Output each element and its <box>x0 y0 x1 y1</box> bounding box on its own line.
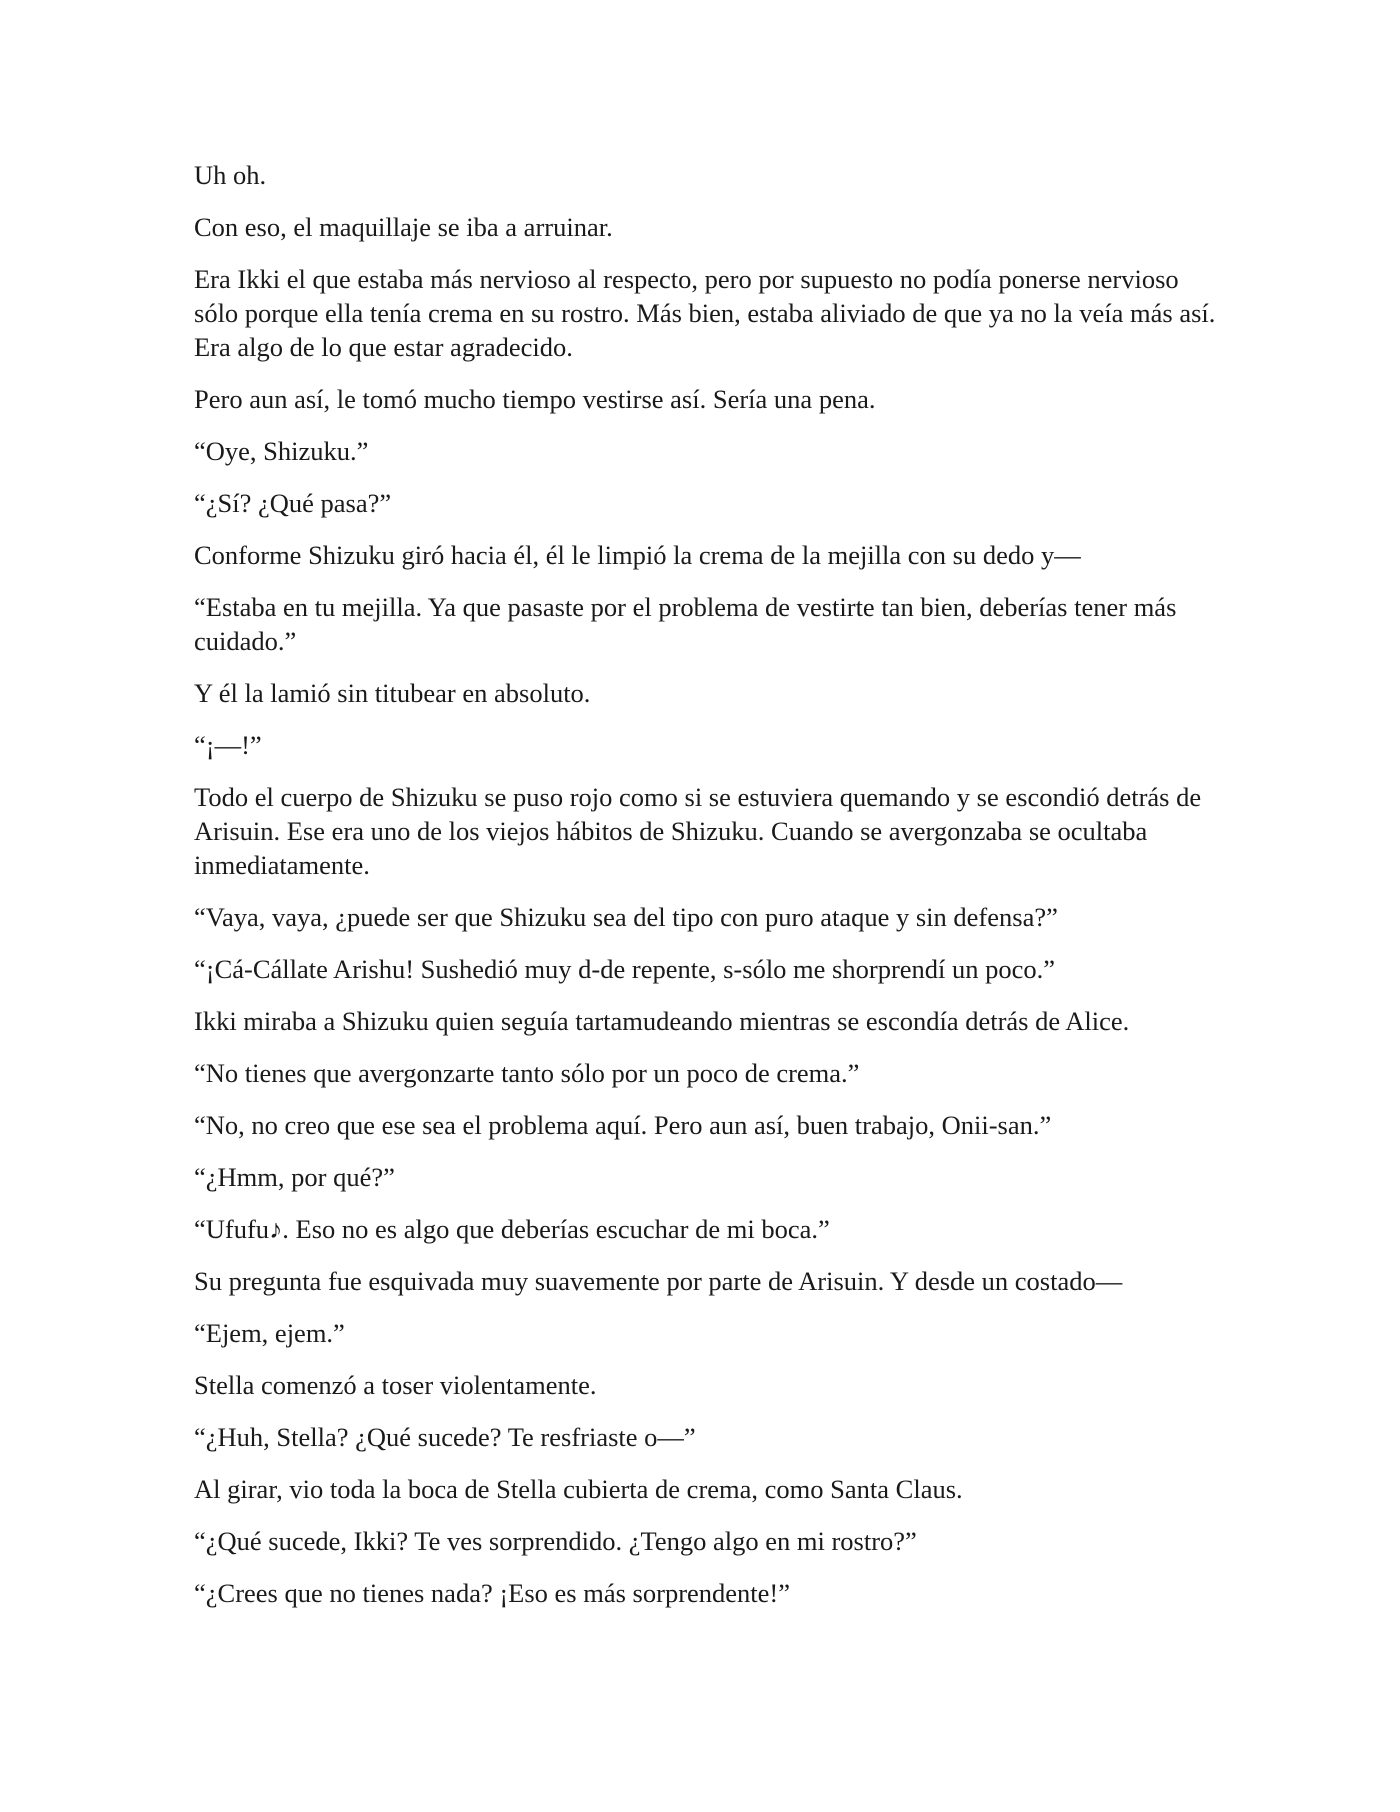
dialogue-line: “¿Huh, Stella? ¿Qué sucede? Te resfriaste o—” <box>194 1422 696 1452</box>
dialogue-line: “Ufufu♪. Eso no es algo que deberías escuchar de mi boca.” <box>194 1214 830 1244</box>
paragraph: Todo el cuerpo de Shizuku se puso rojo como si se estuviera quemando y se escondió detrás de Arisuin. Ese era uno de los viejos hábitos de Shizuku. Cuando se avergonzaba se ocultaba inmediatamente. <box>194 782 1202 880</box>
paragraph: Ikki miraba a Shizuku quien seguía tartamudeando mientras se escondía detrás de Alice. <box>194 1006 1130 1036</box>
dialogue-line: “No tienes que avergonzarte tanto sólo por un poco de crema.” <box>194 1058 860 1088</box>
dialogue-line: “Estaba en tu mejilla. Ya que pasaste por el problema de vestirte tan bien, deberías tener más cuidado.” <box>194 592 1177 656</box>
paragraph: Pero aun así, le tomó mucho tiempo vestirse así. Sería una pena. <box>194 384 876 414</box>
paragraph: Conforme Shizuku giró hacia él, él le limpió la crema de la mejilla con su dedo y— <box>194 540 1081 570</box>
paragraph: Con eso, el maquillaje se iba a arruinar. <box>194 212 613 242</box>
dialogue-line: “Vaya, vaya, ¿puede ser que Shizuku sea del tipo con puro ataque y sin defensa?” <box>194 902 1058 932</box>
dialogue-line: “¡Cá-Cállate Arishu! Sushedió muy d-de repente, s-sólo me shorprendí un poco.” <box>194 954 1056 984</box>
dialogue-line: “Oye, Shizuku.” <box>194 436 369 466</box>
paragraph: Era Ikki el que estaba más nervioso al respecto, pero por supuesto no podía ponerse nervioso sólo porque ella tenía crema en su rostro. Más bien, estaba aliviado de que ya no la veía más así. Era algo de lo que estar agradecido. <box>194 264 1216 362</box>
dialogue-line: “¿Crees que no tienes nada? ¡Eso es más sorprendente!” <box>194 1578 791 1608</box>
dialogue-line: “¿Hmm, por qué?” <box>194 1162 395 1192</box>
dialogue-line: “No, no creo que ese sea el problema aquí. Pero aun así, buen trabajo, Onii-san.” <box>194 1110 1052 1140</box>
dialogue-line: “¡—!” <box>194 730 262 760</box>
paragraph: Uh oh. <box>194 160 267 190</box>
paragraph: Y él la lamió sin titubear en absoluto. <box>194 678 591 708</box>
paragraph: Al girar, vio toda la boca de Stella cubierta de crema, como Santa Claus. <box>194 1474 963 1504</box>
paragraph: Stella comenzó a toser violentamente. <box>194 1370 597 1400</box>
dialogue-line: “¿Sí? ¿Qué pasa?” <box>194 488 392 518</box>
page-text-body <box>194 158 1224 1628</box>
dialogue-line: “Ejem, ejem.” <box>194 1318 345 1348</box>
paragraph: Su pregunta fue esquivada muy suavemente por parte de Arisuin. Y desde un costado— <box>194 1266 1123 1296</box>
dialogue-line: “¿Qué sucede, Ikki? Te ves sorprendido. ¿Tengo algo en mi rostro?” <box>194 1526 917 1556</box>
